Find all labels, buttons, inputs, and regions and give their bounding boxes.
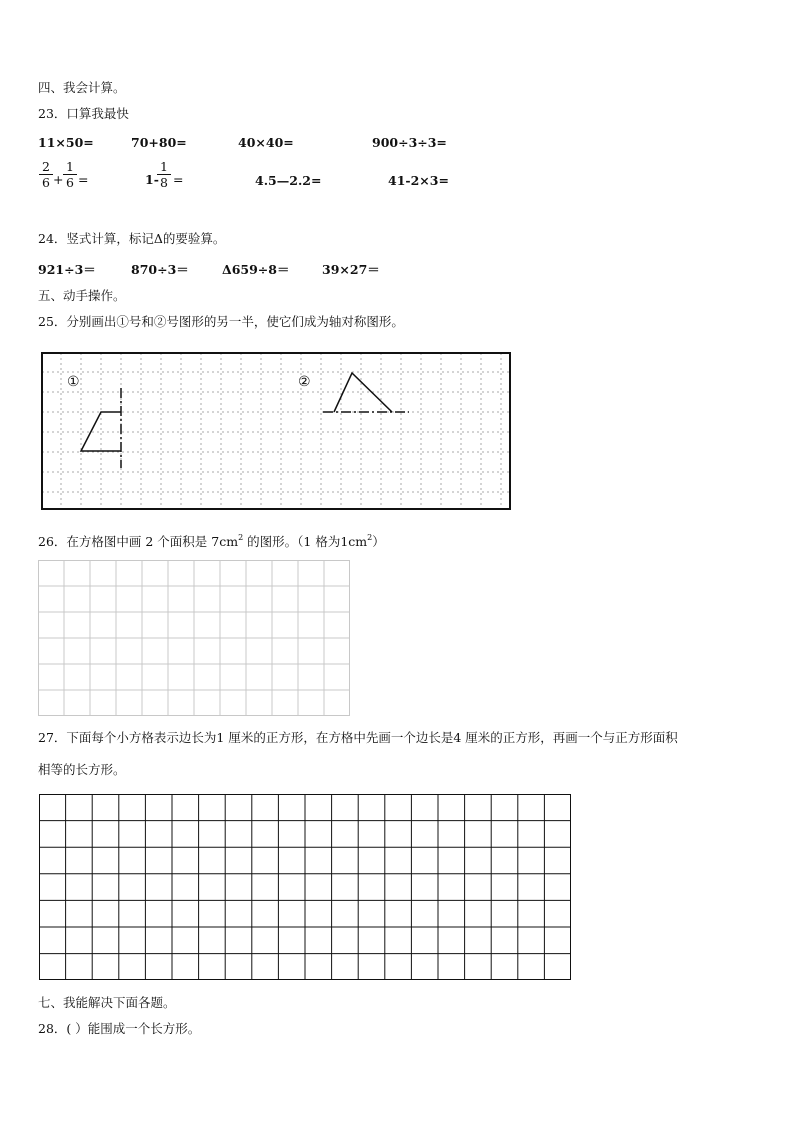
- vertical-calc-item: Δ659÷8＝: [222, 262, 290, 277]
- fraction-b: [63, 160, 77, 189]
- question-26-label: [38, 532, 385, 550]
- superscript: 2: [238, 533, 244, 542]
- fraction-numerator: 1: [160, 159, 168, 174]
- fraction-denominator: 8: [160, 175, 168, 190]
- q26-text-3: ）: [372, 534, 385, 549]
- grid-border: [42, 353, 510, 509]
- superscript: 2: [367, 533, 373, 542]
- equals-sign: =: [173, 172, 184, 187]
- vertical-calc-item: 39×27＝: [322, 262, 380, 277]
- fraction-numerator: 2: [42, 159, 50, 174]
- plus-sign: +: [53, 172, 64, 187]
- section-5-title: 五、动手操作。: [38, 288, 126, 303]
- square-grid: [39, 794, 571, 980]
- fraction-c: [157, 160, 171, 189]
- section-4-title: 四、我会计算。: [38, 80, 126, 95]
- vertical-calc-item: 870÷3＝: [131, 262, 189, 277]
- question-28-label: 28．( ）能围成一个长方形。: [38, 1021, 201, 1036]
- area-grid: [38, 560, 350, 716]
- fraction-numerator: 1: [66, 159, 74, 174]
- equals-sign: =: [78, 172, 89, 187]
- figure-label-2: ②: [298, 374, 311, 390]
- q26-text-1: 26．在方格图中画 2 个面积是 7cm: [38, 534, 239, 549]
- calc-item: 11×50=: [38, 135, 94, 150]
- dotted-grid: [42, 353, 510, 509]
- figure-label-1: ①: [67, 374, 80, 390]
- calc-item: 4.5—2.2=: [255, 173, 322, 188]
- fraction-prefix: 1-: [145, 172, 159, 187]
- q26-text-2: 的图形。（1 格为1cm: [243, 534, 368, 549]
- question-25-label: 25．分别画出①号和②号图形的另一半，使它们成为轴对称图形。: [38, 314, 404, 329]
- calc-item: 900÷3÷3=: [372, 135, 447, 150]
- vertical-calc-item: 921÷3＝: [38, 262, 96, 277]
- calc-item: 70+80=: [131, 135, 187, 150]
- calc-item: 40×40=: [238, 135, 294, 150]
- calc-item: 41-2×3=: [388, 173, 449, 188]
- question-27-line-2: 相等的长方形。: [38, 762, 126, 777]
- fraction-a: [39, 160, 53, 189]
- fraction-denominator: 6: [42, 175, 50, 190]
- question-23-label: 23．口算我最快: [38, 106, 129, 121]
- fraction-denominator: 6: [66, 175, 74, 190]
- symmetry-grid: [41, 352, 511, 510]
- section-7-title: 七、我能解决下面各题。: [38, 995, 176, 1010]
- question-27-line-1: 27．下面每个小方格表示边长为1 厘米的正方形，在方格中先画一个边长是4 厘米的正方形，再画一个与正方形面积: [38, 730, 678, 745]
- question-24-label: 24．竖式计算，标记Δ的要验算。: [38, 231, 226, 246]
